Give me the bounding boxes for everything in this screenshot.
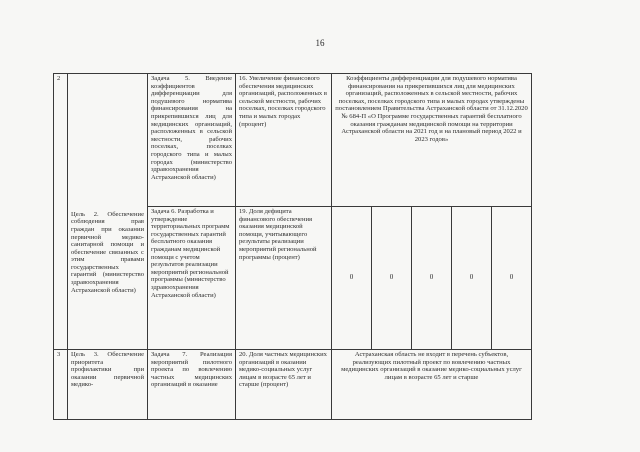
- row-number: 3: [54, 350, 68, 420]
- task-cell: Задача 6. Разработка и утверждение территориальных программ государственных гарантий бесплатного оказания гражданам медицинской помощи с учетом результатов реализации мероприятий региональной программы (министерство здравоохранения Астраханской области): [148, 207, 236, 350]
- program-table: [53, 73, 532, 420]
- goal-cell: [68, 74, 148, 350]
- value-cell: 0: [332, 207, 372, 350]
- value-cell: 0: [492, 207, 532, 350]
- value-cell: 0: [452, 207, 492, 350]
- task-cell: Задача 7. Реализация мероприятий пилотного проекта по вовлечению частных медицинских организаций в оказание: [148, 350, 236, 420]
- page-number: 16: [315, 38, 325, 48]
- table-row: [54, 350, 532, 420]
- goal-cell: Цель 3. Обеспечение приоритета профилактики при оказании первичной медико-: [68, 350, 148, 420]
- indicator-cell: 16. Увеличение финансового обеспечения медицинских организаций, расположенных в сельской местности, рабочих поселках, поселках городского типа и малых городах (процент): [236, 74, 332, 207]
- note-cell: Астраханская область не входит в перечень субъектов, реализующих пилотный проект по вовлечению частных медицинских организаций в оказание медико-социальных услуг лицам в возрасте 65 лет и старше: [332, 350, 532, 420]
- page-edge: [0, 446, 640, 452]
- indicator-cell: 19. Доля дефицита финансового обеспечения оказания медицинской помощи, учитывающего результаты реализации мероприятий региональной программы (процент): [236, 207, 332, 350]
- value-cell: 0: [412, 207, 452, 350]
- value-cell: 0: [372, 207, 412, 350]
- task-cell: Задача 5. Введение коэффициентов дифференциации для подушевого норматива финансирования на прикрепившихся лиц для медицинских организаций, расположенных в сельской местности, рабочих поселках, поселках городского типа и малых городах (министерство здравоохранения Астраханской области): [148, 74, 236, 207]
- coefficient-note-cell: Коэффициенты дифференциации для подушевого норматива финансирования на прикрепившихся лиц для медицинских организаций, расположенных в сельской местности, рабочих поселках, поселках городского типа и малых городах утверждены постановлением Правительства Астраханской области от 31.12.2020 № 684-П «О Программе государственных гарантий бесплатного оказания гражданам медицинской помощи на территории Астраханской области на 2021 год и на плановый период 2022 и 2023 годов»: [332, 74, 532, 207]
- row-number: 2: [54, 74, 68, 350]
- table-row: [54, 74, 532, 207]
- indicator-cell: 20. Доля частных медицинских организаций в оказании медико-социальных услуг лицам в возрасте 65 лет и старше (процент): [236, 350, 332, 420]
- goal-text: Цель 2. Обеспечение соблюдения прав граждан при оказании первичной медико-санитарной помощи и обеспечение связанных с этим правами государственных гарантий (министерство здравоохранения Астраханской области): [71, 210, 144, 294]
